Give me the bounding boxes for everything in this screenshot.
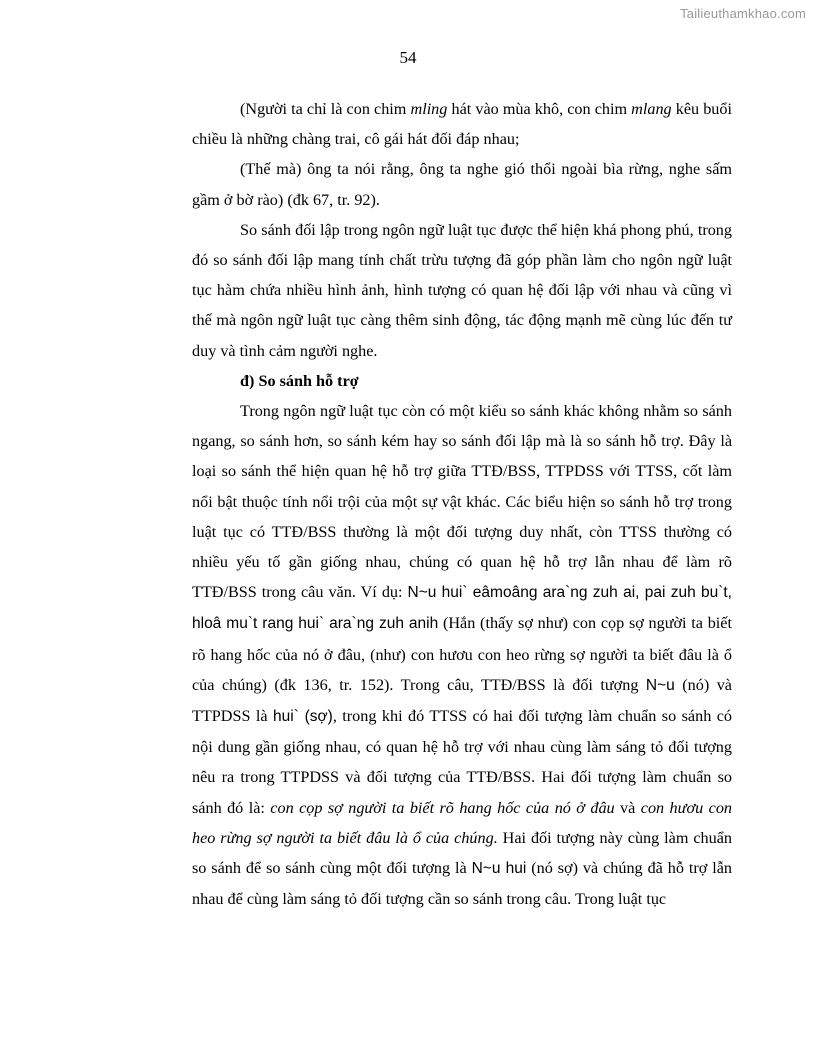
text-run: (nó) và TTPDSS là: [192, 675, 732, 726]
ede-quote: N~u hui` eâmoâng ara`ng zuh ai, pai zuh bu`t, hloâ mu`t rang hui` ara`ng zuh anih: [192, 584, 732, 633]
text-run: kêu buổi chiều là những chàng trai, cô gái hát đối đáp nhau;: [192, 100, 732, 149]
text-run: và: [614, 798, 641, 817]
paragraph-3: So sánh đối lập trong ngôn ngữ luật tục được thể hiện khá phong phú, trong đó so sánh đối lập mang tính chất trừu tượng đã góp phần làm cho ngôn ngữ luật tục hàm chứa nhiều hình ảnh, hình tượng có quan hệ đối lập với nhau và cũng vì thế mà ngôn ngữ luật tục càng thêm sinh động, tác động mạnh mẽ cùng lúc đến tư duy và tình cảm người nghe.: [192, 220, 732, 360]
text-run: hát vào mùa khô, con chim: [447, 100, 632, 118]
document-body: [192, 94, 732, 914]
text-run: (Người ta chỉ là con chim: [240, 100, 411, 118]
ede-term: hui` (sợ): [273, 708, 333, 726]
ede-term: N~u: [645, 676, 675, 694]
ede-term: N~u hui: [471, 860, 527, 878]
paragraph-2: (Thế mà) ông ta nói rằng, ông ta nghe gió thổi ngoài bìa rừng, nghe sấm gầm ở bờ rào) (đk 67, tr. 92).: [192, 160, 732, 209]
section-heading: đ) So sánh hỗ trợ: [240, 371, 359, 390]
italic-example: con hươu con heo rừng sợ người ta biết đâu là ổ của chúng.: [192, 798, 733, 847]
italic-term: mling: [410, 100, 448, 118]
paragraph-4: [192, 396, 732, 914]
page-number: 54: [399, 48, 417, 67]
text-run: Hai đối tượng này cùng làm chuẩn so sánh để so sánh cùng một đối tượng là: [192, 828, 732, 878]
text-run: Trong ngôn ngữ luật tục còn có một kiểu so sánh khác không nhằm so sánh ngang, so sánh hơn, so sánh kém hay so sánh đối lập mà là so sánh hỗ trợ. Đây là loại so sánh thể hiện quan hệ hỗ trợ giữa TTĐ/BSS, TTPDSS với TTSS, cốt làm nổi bật thuộc tính nổi trội của một sự vật khác. Các biểu hiện so sánh hỗ trợ trong luật tục có TTĐ/BSS thường là một đối tượng duy nhất, còn TTSS thường có nhiều yếu tố gần giống nhau, chúng có quan hệ hỗ trợ lẫn nhau để làm rõ TTĐ/BSS trong câu văn. Ví dụ:: [192, 402, 732, 602]
text-run: (Hắn (thấy sợ như) con cọp sợ người ta biết rõ hang hốc của nó ở đâu, (như) con hươu con heo rừng sợ người ta biết đâu là ổ của chúng) (đk 136, tr. 152). Trong câu, TTĐ/BSS là đối tượng: [192, 614, 732, 694]
text-run: (nó sợ) và chúng đã hỗ trợ lẫn nhau để cùng làm sáng tỏ đối tượng cần so sánh trong câu. Trong luật tục: [192, 859, 733, 909]
italic-example: con cọp sợ người ta biết rõ hang hốc của nó ở đâu: [270, 798, 615, 817]
italic-term: mlang: [631, 100, 672, 118]
paragraph-1: [192, 94, 732, 154]
watermark: Tailieuthamkhao.com: [680, 6, 806, 21]
text-run: , trong khi đó TTSS có hai đối tượng làm chuẩn so sánh có nội dung gần giống nhau, có quan hệ hỗ trợ với nhau cùng làm sáng tỏ đối tượng nêu ra trong TTPDSS và đối tượng của TTĐ/BSS. Hai đối tượng làm chuẩn so sánh đó là:: [192, 707, 733, 817]
